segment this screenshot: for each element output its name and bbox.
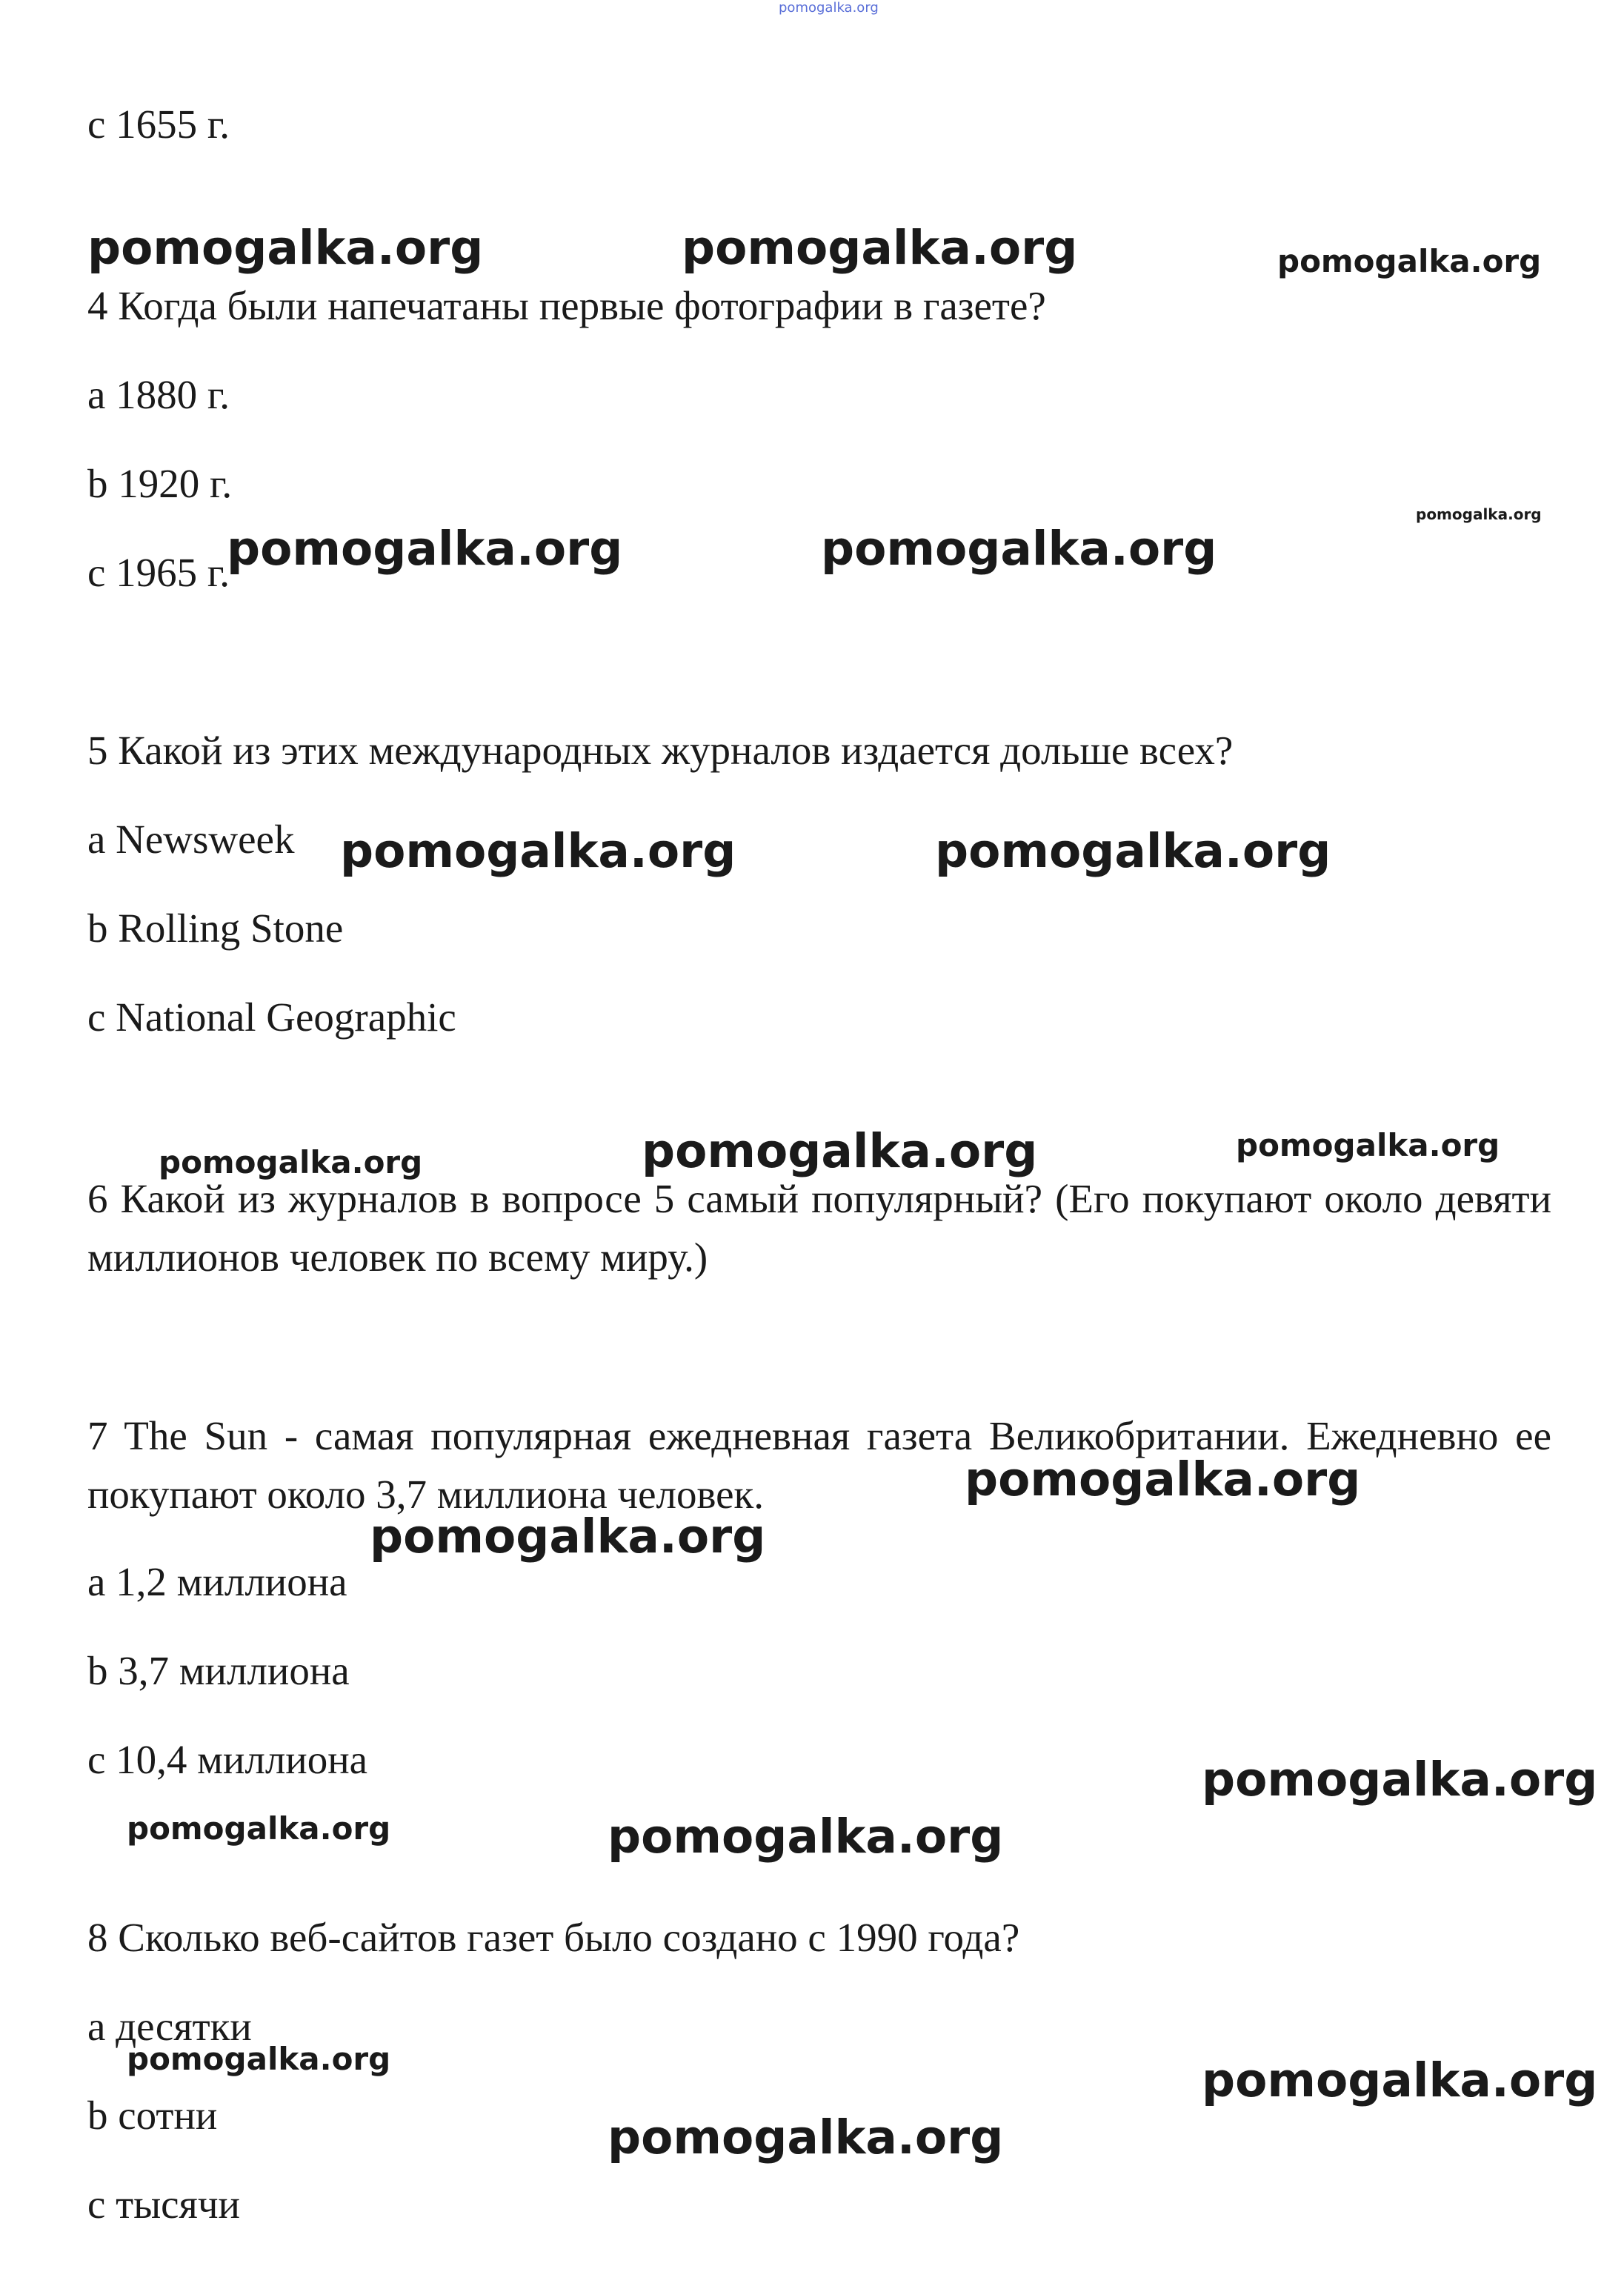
watermark-text: pomogalka.org — [1416, 505, 1542, 523]
q4-option-c: c 1965 г. — [87, 550, 230, 595]
q4-question: 4 Когда были напечатаны первые фотографии в газете? — [87, 283, 1046, 328]
header-watermark: pomogalka.org — [779, 0, 879, 16]
watermark-text: pomogalka.org — [1202, 1753, 1598, 1807]
q5-option-c: c National Geographic — [87, 994, 456, 1040]
q4-option-b: b 1920 г. — [87, 461, 233, 506]
q8-option-b: b сотни — [87, 2093, 218, 2138]
q7-option-a: a 1,2 миллиона — [87, 1559, 347, 1604]
q7-option-b: b 3,7 миллиона — [87, 1648, 350, 1693]
watermark-text: pomogalka.org — [1277, 243, 1542, 279]
watermark-text: pomogalka.org — [608, 1810, 1004, 1864]
watermark-text: pomogalka.org — [340, 824, 736, 878]
q4-option-a: a 1880 г. — [87, 372, 230, 417]
q8-question: 8 Сколько веб-сайтов газет было создано с 1990 года? — [87, 1915, 1020, 1960]
watermark-text: pomogalka.org — [370, 1509, 766, 1564]
watermark-text: pomogalka.org — [227, 522, 623, 576]
q6-question: 6 Какой из журналов в вопросе 5 самый популярный? (Его покупают около девяти миллионов человек по всему миру.) — [87, 1176, 1551, 1280]
watermark-text: pomogalka.org — [965, 1452, 1361, 1506]
q5-option-b: b Rolling Stone — [87, 906, 344, 951]
q7-question: 7 The Sun - самая популярная ежедневная газета Великобритании. Ежедневно ее покупают около 3,7 миллиона человек. — [87, 1413, 1551, 1517]
q5-question: 5 Какой из этих международных журналов издается дольше всех? — [87, 728, 1234, 773]
q3-option-c: c 1655 г. — [87, 102, 230, 147]
watermark-text: pomogalka.org — [1202, 2053, 1598, 2107]
watermark-text: pomogalka.org — [821, 522, 1217, 576]
watermark-text: pomogalka.org — [127, 2041, 391, 2077]
watermark-text: pomogalka.org — [159, 1144, 423, 1180]
watermark-text: pomogalka.org — [1236, 1127, 1500, 1163]
watermark-text: pomogalka.org — [935, 824, 1331, 878]
watermark-text: pomogalka.org — [642, 1124, 1038, 1178]
q8-option-a: a десятки — [87, 2004, 252, 2049]
q5-option-a: a Newsweek — [87, 817, 295, 862]
q7-option-c: c 10,4 миллиона — [87, 1737, 368, 1782]
watermark-text: pomogalka.org — [608, 2110, 1004, 2165]
watermark-text: pomogalka.org — [682, 221, 1078, 275]
watermark-text: pomogalka.org — [87, 221, 484, 275]
watermark-text: pomogalka.org — [127, 1810, 391, 1847]
q8-option-c: c тысячи — [87, 2182, 240, 2227]
